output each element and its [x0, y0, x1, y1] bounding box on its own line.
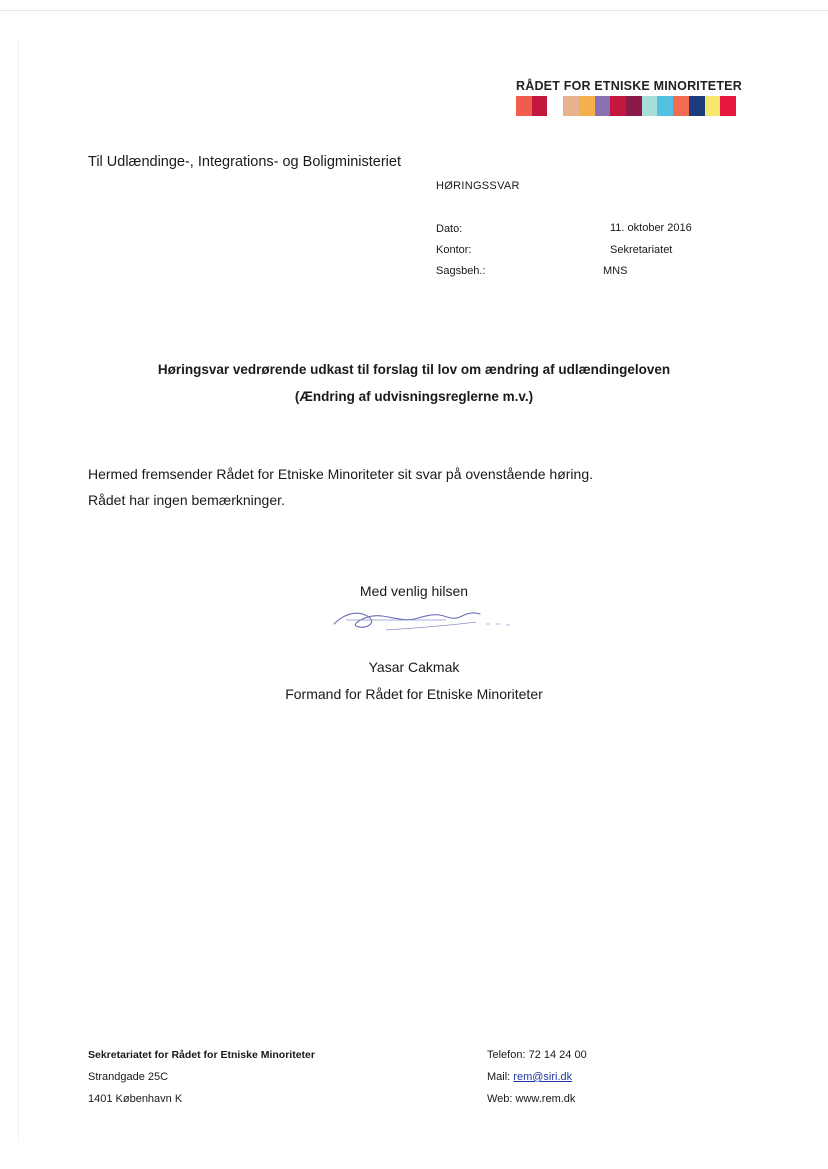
footer-web: Web: www.rem.dk	[487, 1093, 576, 1105]
logo-color-segment	[720, 96, 736, 116]
footer-street: Strandgade 25C	[88, 1071, 169, 1083]
footer-organization: Sekretariatet for Rådet for Etniske Minoriteter	[88, 1049, 315, 1061]
logo-wordmark: RÅDET FOR ETNISKE MINORITETER	[516, 79, 742, 93]
letter-title: Høringsvar vedrørende udkast til forslag til lov om ændring af udlændingeloven	[157, 362, 671, 377]
logo-color-segment	[642, 96, 658, 116]
handwritten-signature	[326, 604, 516, 636]
logo-color-segment	[516, 96, 532, 116]
date-value: 11. oktober 2016	[610, 222, 692, 234]
recipient-line: Til Udlændinge-, Integrations- og Boligministeriet	[88, 154, 401, 170]
office-value: Sekretariatet	[610, 244, 673, 256]
footer-city: 1401 København K	[88, 1093, 183, 1105]
body-paragraph: Rådet har ingen bemærkninger.	[88, 492, 285, 508]
org-logo	[516, 79, 742, 116]
logo-color-segment	[610, 96, 626, 116]
footer-mail-label: Mail:	[487, 1071, 511, 1083]
body-paragraph: Hermed fremsender Rådet for Etniske Minoriteter sit svar på ovenstående høring.	[88, 466, 594, 482]
logo-color-segment	[626, 96, 642, 116]
office-label: Kontor:	[436, 244, 472, 256]
date-label: Dato:	[436, 223, 463, 235]
footer-phone: Telefon: 72 14 24 00	[487, 1049, 587, 1061]
logo-color-segment	[689, 96, 705, 116]
logo-color-segment	[532, 96, 548, 116]
logo-color-segment	[579, 96, 595, 116]
footer-mail	[487, 1071, 572, 1083]
scan-edge-line	[0, 10, 828, 11]
letter-subtitle: (Ændring af udvisningsreglerne m.v.)	[294, 389, 534, 404]
footer-mail-link[interactable]: rem@siri.dk	[513, 1071, 573, 1083]
document-type: HØRINGSSVAR	[436, 180, 520, 192]
logo-color-segment	[547, 96, 563, 116]
closing-greeting: Med venlig hilsen	[359, 583, 469, 599]
signer-title: Formand for Rådet for Etniske Minoriteter	[285, 686, 543, 702]
case-handler-label: Sagsbeh.:	[436, 265, 486, 277]
logo-color-segment	[673, 96, 689, 116]
signer-name: Yasar Cakmak	[368, 659, 460, 675]
logo-color-bar	[516, 96, 736, 116]
case-handler-value: MNS	[603, 265, 628, 277]
logo-color-segment	[563, 96, 579, 116]
logo-color-segment	[657, 96, 673, 116]
logo-color-segment	[705, 96, 721, 116]
logo-color-segment	[595, 96, 611, 116]
